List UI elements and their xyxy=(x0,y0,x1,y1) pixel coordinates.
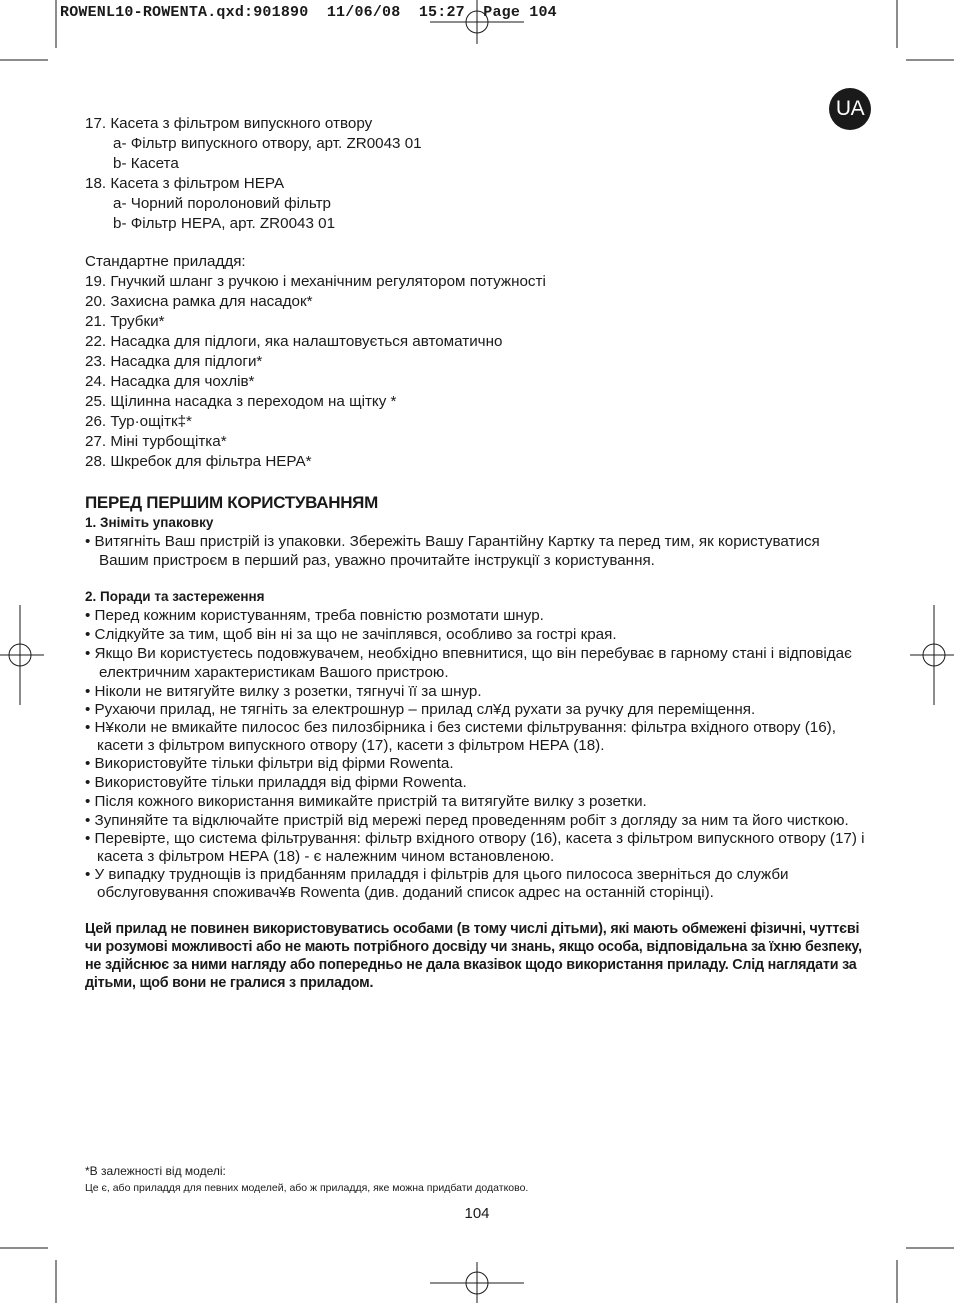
tip-item: • Перед кожним користуванням, треба повністю розмотати шнур. xyxy=(85,607,544,624)
print-slug: ROWENL10-ROWENTA.qxd:901890 11/06/08 15:27 Page 104 xyxy=(60,4,557,21)
accessory-item: 23. Насадка для підлоги* xyxy=(85,353,263,370)
part-item: 17. Касета з фільтром випускного отвору xyxy=(85,115,373,132)
tip-item: • Перевірте, що система фільтрування: фільтр вхідного отвору (16), касета з фільтром випускного отвору (17) і касета з фільтром НЕРА (18) - є належним чином встановленою. xyxy=(85,830,865,865)
tip-item: • Рухаючи прилад, не тягніть за електрошнур – прилад сл¥д рухати за ручку для переміщення. xyxy=(85,701,756,718)
part-subitem: b- Касета xyxy=(113,155,179,172)
registration-mark-right xyxy=(910,644,954,666)
page-content xyxy=(85,114,865,992)
tip-item: • Використовуйте тільки фільтри від фірми Rowenta. xyxy=(85,755,454,772)
tip-item: • Слідкуйте за тим, щоб він ні за що не зачіплявся, особливо за гострі края. xyxy=(85,626,617,643)
registration-mark-bottom xyxy=(430,1262,524,1303)
accessory-item: 28. Шкребок для фільтра НЕРА* xyxy=(85,453,312,470)
tip-item: • Використовуйте тільки приладдя від фірми Rowenta. xyxy=(85,774,467,791)
accessory-item: 25. Щілинна насадка з переходом на щітку * xyxy=(85,393,397,410)
accessory-item: 26. Тур·ощітк‡* xyxy=(85,413,192,430)
step-2-title: 2. Поради та застереження xyxy=(85,589,265,604)
accessory-item: 24. Насадка для чохлів* xyxy=(85,373,255,390)
footnote-label: *В залежності від моделі: xyxy=(85,1164,226,1178)
accessory-item: 19. Гнучкий шланг з ручкою і механічним регулятором потужності xyxy=(85,273,546,290)
part-subitem: a- Чорний поролоновий фільтр xyxy=(113,195,331,212)
accessory-item: 20. Захисна рамка для насадок* xyxy=(85,293,313,310)
registration-mark-left xyxy=(0,644,44,666)
tip-item: • Ніколи не витягуйте вилку з розетки, тягнучі її за шнур. xyxy=(85,683,482,700)
tip-item: • Після кожного використання вимикайте пристрій та витягуйте вилку з розетки. xyxy=(85,793,647,810)
step-1-title: 1. Зніміть упаковку xyxy=(85,515,214,530)
accessory-item: 21. Трубки* xyxy=(85,313,165,330)
accessory-item: 22. Насадка для підлоги, яка налаштовується автоматично xyxy=(85,333,503,350)
part-subitem: a- Фільтр випускного отвору, арт. ZR0043 01 xyxy=(113,135,422,152)
tip-item: • Н¥коли не вмикайте пилосос без пилозбірника і без системи фільтрування: фільтра вхідного отвору (16), касети з фільтром випускного отвору (17), касети з фільтром НЕРА (18). xyxy=(85,719,836,754)
tip-item: • Якщо Ви користуєтесь подовжувачем, необхідно впевнитися, що він перебуває в гарному стані і відповідає електричним характеристикам Вашого пристрою. xyxy=(85,645,852,681)
accessories-list xyxy=(85,252,865,472)
step-1-bullet: • Витягніть Ваш пристрій із упаковки. Збережіть Вашу Гарантійну Картку та перед тим, як користуватися Вашим пристроєм в перший раз, уважно прочитайте інструкції з користування. xyxy=(85,533,820,569)
page-number: 104 xyxy=(464,1205,490,1222)
section-heading: ПЕРЕД ПЕРШИМ КОРИСТУВАННЯМ xyxy=(85,493,378,512)
tip-item: • У випадку труднощів із придбанням приладдя і фільтрів для цього пилососа зверніться до служби обслуговування споживач¥в Rowenta (див. доданий список адрес на останній сторінці). xyxy=(85,866,789,901)
language-badge: UA xyxy=(829,88,871,130)
tip-item: • Зупиняйте та відключайте пристрій від мережі перед проведенням робіт з догляду за ним та його чисткою. xyxy=(85,812,849,829)
parts-list xyxy=(85,114,865,234)
part-item: 18. Касета з фільтром НЕРА xyxy=(85,175,285,192)
safety-warning: Цей прилад не повинен використовуватись особами (в тому числі дітьми), які мають обмежені фізичні, чуттєві чи розумові можливості або не мають потрібного досвіду чи знань, якщо особа, відповідальна за їхню безпеку, не здійснює за ними нагляду або попередньо не дала вказівок щодо використання приладу. Слід наглядати за дітьми, щоб вони не гралися з приладом. xyxy=(85,921,862,991)
footnote-text: Це є, або приладдя для певних моделей, або ж приладдя, яке можна придбати додатково. xyxy=(85,1182,529,1194)
part-subitem: b- Фільтр НЕРА, арт. ZR0043 01 xyxy=(113,215,336,232)
accessories-title: Стандартне приладдя: xyxy=(85,253,246,270)
tips-list xyxy=(85,606,865,902)
accessory-item: 27. Міні турбощітка* xyxy=(85,433,227,450)
